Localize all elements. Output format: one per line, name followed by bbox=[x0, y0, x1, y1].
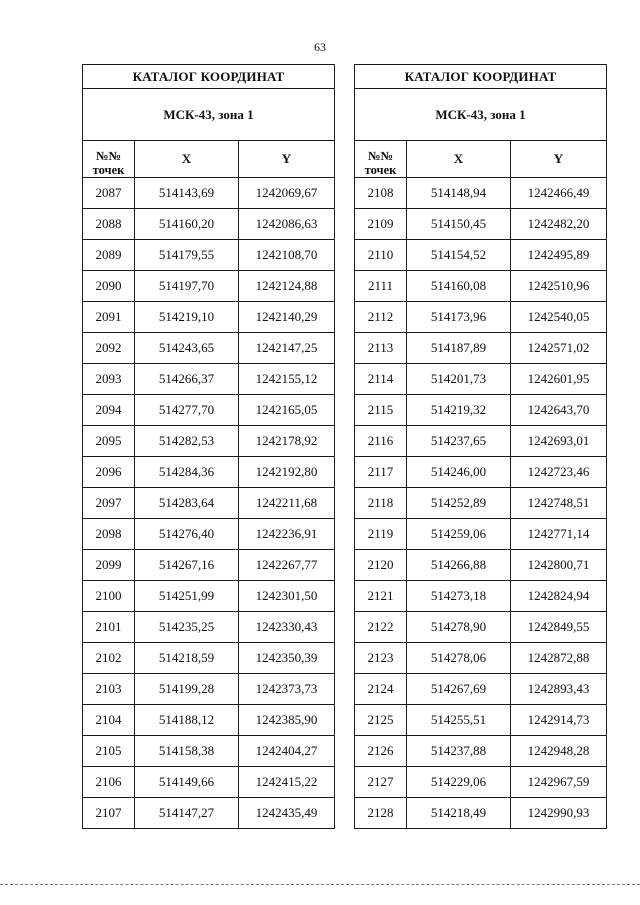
cell-point-number: 2115 bbox=[355, 395, 407, 426]
catalog-subtitle: МСК-43, зона 1 bbox=[83, 89, 335, 141]
table-row bbox=[355, 643, 607, 674]
cell-x: 514273,18 bbox=[407, 581, 511, 612]
cell-y: 1242236,91 bbox=[239, 519, 335, 550]
cell-point-number: 2111 bbox=[355, 271, 407, 302]
cell-y: 1242108,70 bbox=[239, 240, 335, 271]
cell-point-number: 2125 bbox=[355, 705, 407, 736]
cell-x: 514246,00 bbox=[407, 457, 511, 488]
cell-y: 1242800,71 bbox=[511, 550, 607, 581]
cell-x: 514243,65 bbox=[135, 333, 239, 364]
cell-y: 1242192,80 bbox=[239, 457, 335, 488]
table-row bbox=[355, 519, 607, 550]
cell-y: 1242178,92 bbox=[239, 426, 335, 457]
cell-point-number: 2116 bbox=[355, 426, 407, 457]
cell-y: 1242893,43 bbox=[511, 674, 607, 705]
cell-x: 514158,38 bbox=[135, 736, 239, 767]
table-row bbox=[83, 674, 335, 705]
page-bottom-divider bbox=[0, 884, 640, 885]
table-row bbox=[355, 178, 607, 209]
table-row bbox=[355, 581, 607, 612]
table-row bbox=[355, 395, 607, 426]
table-row bbox=[355, 364, 607, 395]
cell-point-number: 2120 bbox=[355, 550, 407, 581]
cell-y: 1242723,46 bbox=[511, 457, 607, 488]
cell-y: 1242540,05 bbox=[511, 302, 607, 333]
cell-x: 514251,99 bbox=[135, 581, 239, 612]
cell-y: 1242771,14 bbox=[511, 519, 607, 550]
table-row bbox=[83, 364, 335, 395]
table-row bbox=[83, 488, 335, 519]
cell-y: 1242373,73 bbox=[239, 674, 335, 705]
column-header-y: Y bbox=[511, 141, 607, 178]
cell-y: 1242510,96 bbox=[511, 271, 607, 302]
table-row bbox=[355, 798, 607, 829]
cell-y: 1242914,73 bbox=[511, 705, 607, 736]
cell-point-number: 2103 bbox=[83, 674, 135, 705]
cell-y: 1242211,68 bbox=[239, 488, 335, 519]
cell-x: 514219,32 bbox=[407, 395, 511, 426]
cell-point-number: 2092 bbox=[83, 333, 135, 364]
cell-point-number: 2123 bbox=[355, 643, 407, 674]
cell-y: 1242124,88 bbox=[239, 271, 335, 302]
cell-point-number: 2104 bbox=[83, 705, 135, 736]
cell-y: 1242601,95 bbox=[511, 364, 607, 395]
cell-x: 514276,40 bbox=[135, 519, 239, 550]
cell-y: 1242404,27 bbox=[239, 736, 335, 767]
cell-x: 514259,06 bbox=[407, 519, 511, 550]
cell-point-number: 2091 bbox=[83, 302, 135, 333]
table-row bbox=[355, 209, 607, 240]
table-row bbox=[355, 550, 607, 581]
cell-x: 514173,96 bbox=[407, 302, 511, 333]
table-row bbox=[83, 643, 335, 674]
cell-y: 1242155,12 bbox=[239, 364, 335, 395]
table-row bbox=[83, 767, 335, 798]
cell-x: 514218,59 bbox=[135, 643, 239, 674]
cell-y: 1242301,50 bbox=[239, 581, 335, 612]
cell-x: 514201,73 bbox=[407, 364, 511, 395]
cell-point-number: 2101 bbox=[83, 612, 135, 643]
table-row bbox=[83, 271, 335, 302]
table-row bbox=[83, 612, 335, 643]
column-header-x: X bbox=[407, 141, 511, 178]
cell-x: 514154,52 bbox=[407, 240, 511, 271]
table-row bbox=[355, 302, 607, 333]
cell-point-number: 2108 bbox=[355, 178, 407, 209]
table-row bbox=[83, 178, 335, 209]
cell-point-number: 2098 bbox=[83, 519, 135, 550]
cell-y: 1242643,70 bbox=[511, 395, 607, 426]
cell-point-number: 2095 bbox=[83, 426, 135, 457]
cell-y: 1242571,02 bbox=[511, 333, 607, 364]
cell-point-number: 2126 bbox=[355, 736, 407, 767]
cell-y: 1242693,01 bbox=[511, 426, 607, 457]
table-row bbox=[83, 736, 335, 767]
table-row bbox=[83, 581, 335, 612]
cell-y: 1242069,67 bbox=[239, 178, 335, 209]
table-row bbox=[83, 705, 335, 736]
cell-x: 514199,28 bbox=[135, 674, 239, 705]
cell-x: 514197,70 bbox=[135, 271, 239, 302]
cell-y: 1242849,55 bbox=[511, 612, 607, 643]
table-row bbox=[355, 240, 607, 271]
catalog-title: КАТАЛОГ КООРДИНАТ bbox=[355, 65, 607, 89]
table-row bbox=[355, 333, 607, 364]
column-header-point-number: №№ точек bbox=[355, 141, 407, 178]
cell-y: 1242466,49 bbox=[511, 178, 607, 209]
cell-point-number: 2102 bbox=[83, 643, 135, 674]
table-row bbox=[83, 798, 335, 829]
cell-y: 1242165,05 bbox=[239, 395, 335, 426]
cell-y: 1242385,90 bbox=[239, 705, 335, 736]
cell-point-number: 2122 bbox=[355, 612, 407, 643]
cell-y: 1242140,29 bbox=[239, 302, 335, 333]
table-row bbox=[83, 457, 335, 488]
catalog-body bbox=[355, 178, 607, 829]
cell-x: 514179,55 bbox=[135, 240, 239, 271]
cell-x: 514278,06 bbox=[407, 643, 511, 674]
cell-x: 514252,89 bbox=[407, 488, 511, 519]
cell-x: 514219,10 bbox=[135, 302, 239, 333]
cell-x: 514237,65 bbox=[407, 426, 511, 457]
cell-x: 514255,51 bbox=[407, 705, 511, 736]
cell-point-number: 2088 bbox=[83, 209, 135, 240]
cell-point-number: 2106 bbox=[83, 767, 135, 798]
cell-y: 1242086,63 bbox=[239, 209, 335, 240]
cell-point-number: 2118 bbox=[355, 488, 407, 519]
catalog-title: КАТАЛОГ КООРДИНАТ bbox=[83, 65, 335, 89]
table-row bbox=[355, 674, 607, 705]
column-header-x: X bbox=[135, 141, 239, 178]
cell-x: 514283,64 bbox=[135, 488, 239, 519]
cell-x: 514218,49 bbox=[407, 798, 511, 829]
table-row bbox=[83, 209, 335, 240]
cell-x: 514237,88 bbox=[407, 736, 511, 767]
table-row bbox=[355, 426, 607, 457]
cell-x: 514267,69 bbox=[407, 674, 511, 705]
cell-y: 1242482,20 bbox=[511, 209, 607, 240]
catalog-subtitle: МСК-43, зона 1 bbox=[355, 89, 607, 141]
cell-y: 1242330,43 bbox=[239, 612, 335, 643]
cell-x: 514188,12 bbox=[135, 705, 239, 736]
cell-x: 514277,70 bbox=[135, 395, 239, 426]
cell-x: 514282,53 bbox=[135, 426, 239, 457]
cell-point-number: 2087 bbox=[83, 178, 135, 209]
cell-x: 514266,37 bbox=[135, 364, 239, 395]
cell-x: 514143,69 bbox=[135, 178, 239, 209]
cell-point-number: 2109 bbox=[355, 209, 407, 240]
cell-point-number: 2093 bbox=[83, 364, 135, 395]
catalog-body bbox=[83, 178, 335, 829]
cell-x: 514266,88 bbox=[407, 550, 511, 581]
column-header-y: Y bbox=[239, 141, 335, 178]
cell-point-number: 2113 bbox=[355, 333, 407, 364]
cell-point-number: 2105 bbox=[83, 736, 135, 767]
table-row bbox=[83, 395, 335, 426]
cell-y: 1242824,94 bbox=[511, 581, 607, 612]
cell-point-number: 2119 bbox=[355, 519, 407, 550]
cell-point-number: 2096 bbox=[83, 457, 135, 488]
table-row bbox=[83, 550, 335, 581]
table-row bbox=[83, 426, 335, 457]
cell-y: 1242948,28 bbox=[511, 736, 607, 767]
cell-x: 514160,08 bbox=[407, 271, 511, 302]
table-row bbox=[355, 457, 607, 488]
table-row bbox=[355, 271, 607, 302]
cell-x: 514150,45 bbox=[407, 209, 511, 240]
cell-x: 514148,94 bbox=[407, 178, 511, 209]
cell-y: 1242147,25 bbox=[239, 333, 335, 364]
cell-y: 1242495,89 bbox=[511, 240, 607, 271]
cell-point-number: 2114 bbox=[355, 364, 407, 395]
cell-x: 514284,36 bbox=[135, 457, 239, 488]
cell-point-number: 2097 bbox=[83, 488, 135, 519]
cell-point-number: 2089 bbox=[83, 240, 135, 271]
cell-y: 1242435,49 bbox=[239, 798, 335, 829]
cell-point-number: 2094 bbox=[83, 395, 135, 426]
cell-x: 514160,20 bbox=[135, 209, 239, 240]
cell-y: 1242415,22 bbox=[239, 767, 335, 798]
cell-point-number: 2100 bbox=[83, 581, 135, 612]
cell-point-number: 2117 bbox=[355, 457, 407, 488]
cell-point-number: 2128 bbox=[355, 798, 407, 829]
cell-point-number: 2099 bbox=[83, 550, 135, 581]
cell-x: 514147,27 bbox=[135, 798, 239, 829]
cell-point-number: 2124 bbox=[355, 674, 407, 705]
cell-point-number: 2110 bbox=[355, 240, 407, 271]
cell-y: 1242267,77 bbox=[239, 550, 335, 581]
cell-point-number: 2107 bbox=[83, 798, 135, 829]
table-row bbox=[355, 736, 607, 767]
coordinate-catalog-table-left bbox=[82, 64, 335, 829]
cell-y: 1242872,88 bbox=[511, 643, 607, 674]
table-row bbox=[83, 333, 335, 364]
table-row bbox=[83, 519, 335, 550]
cell-x: 514187,89 bbox=[407, 333, 511, 364]
cell-y: 1242748,51 bbox=[511, 488, 607, 519]
cell-x: 514278,90 bbox=[407, 612, 511, 643]
cell-x: 514235,25 bbox=[135, 612, 239, 643]
cell-x: 514267,16 bbox=[135, 550, 239, 581]
column-header-point-number: №№ точек bbox=[83, 141, 135, 178]
cell-y: 1242990,93 bbox=[511, 798, 607, 829]
page-number: 63 bbox=[314, 40, 326, 54]
cell-point-number: 2121 bbox=[355, 581, 407, 612]
table-row bbox=[83, 240, 335, 271]
cell-x: 514229,06 bbox=[407, 767, 511, 798]
cell-y: 1242350,39 bbox=[239, 643, 335, 674]
cell-point-number: 2112 bbox=[355, 302, 407, 333]
table-row bbox=[355, 705, 607, 736]
table-row bbox=[83, 302, 335, 333]
cell-point-number: 2090 bbox=[83, 271, 135, 302]
cell-point-number: 2127 bbox=[355, 767, 407, 798]
table-row bbox=[355, 612, 607, 643]
table-row bbox=[355, 488, 607, 519]
coordinate-catalog-table-right bbox=[354, 64, 607, 829]
cell-y: 1242967,59 bbox=[511, 767, 607, 798]
cell-x: 514149,66 bbox=[135, 767, 239, 798]
table-row bbox=[355, 767, 607, 798]
